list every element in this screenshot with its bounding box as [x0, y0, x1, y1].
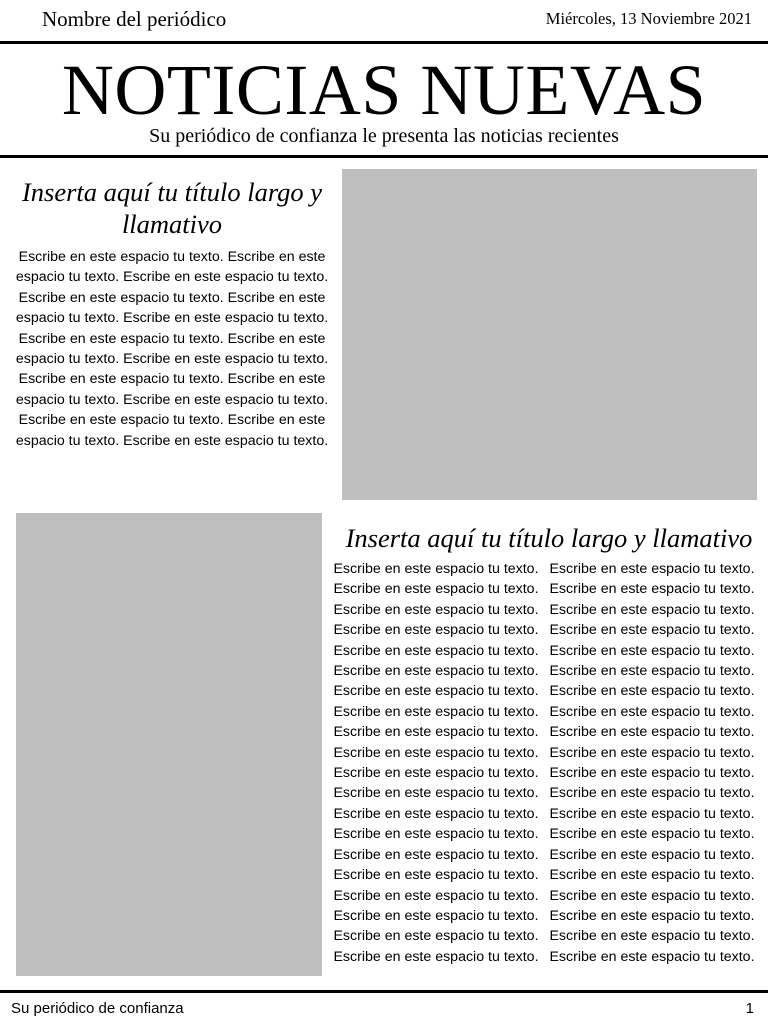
header-top-rule — [0, 41, 768, 44]
article-2-text-line: Escribe en este espacio tu texto. — [333, 581, 539, 598]
footer-rule — [0, 990, 768, 993]
article-2-text-line: Escribe en este espacio tu texto. — [549, 907, 755, 924]
article-2-text-line: Escribe en este espacio tu texto. — [549, 948, 755, 965]
article-2-text-line: Escribe en este espacio tu texto. — [333, 928, 539, 945]
article-2-text-line: Escribe en este espacio tu texto. — [333, 846, 539, 863]
article-2-text-line: Escribe en este espacio tu texto. — [549, 622, 755, 639]
article-2-text-line: Escribe en este espacio tu texto. — [333, 744, 539, 761]
article-2-text-line: Escribe en este espacio tu texto. — [333, 907, 539, 924]
article-2-text-line: Escribe en este espacio tu texto. — [333, 663, 539, 680]
masthead-tagline: Su periódico de confianza le presenta las noticias recientes — [149, 125, 619, 147]
article-2-text-line: Escribe en este espacio tu texto. — [549, 663, 755, 680]
article-2-text-line: Escribe en este espacio tu texto. — [549, 724, 755, 741]
article-2-column-left — [330, 559, 542, 967]
article-2-text-line: Escribe en este espacio tu texto. — [333, 785, 539, 802]
article-2-text-line: Escribe en este espacio tu texto. — [333, 642, 539, 659]
article-2-text-line: Escribe en este espacio tu texto. — [333, 561, 539, 577]
article-2-text-line: Escribe en este espacio tu texto. — [549, 928, 755, 945]
article-2-text-line: Escribe en este espacio tu texto. — [549, 683, 755, 700]
article-2-text-line: Escribe en este espacio tu texto. — [333, 703, 539, 720]
issue-date: Miércoles, 13 Noviembre 2021 — [545, 9, 752, 28]
article-2-text-line: Escribe en este espacio tu texto. — [549, 642, 755, 659]
article-2-column-right — [546, 559, 758, 967]
article-1-body: Escribe en este espacio tu texto. Escribe en este espacio tu texto. Escribe en este espacio tu texto. Escribe en este espacio tu texto. Escribe en este espacio tu texto. Escribe en este espacio tu texto. Escribe en este espacio tu texto. Escribe en este espacio tu texto. Escribe en este espacio tu texto. Escribe en este espacio tu texto. Escribe en este espacio tu texto. Escribe en este espacio tu texto. Escribe en este espacio tu texto. Escribe en este espacio tu texto. Escribe en este espacio tu texto. — [15, 249, 329, 449]
article-2-text-line: Escribe en este espacio tu texto. — [549, 561, 755, 577]
article-2-text-line: Escribe en este espacio tu texto. — [549, 581, 755, 598]
header-bottom-rule — [0, 155, 768, 158]
masthead-title: NOTICIAS NUEVAS — [61, 50, 707, 130]
page-number: 1 — [745, 1000, 754, 1017]
article-2-text-line: Escribe en este espacio tu texto. — [333, 601, 539, 618]
article-2-image-placeholder — [16, 513, 322, 976]
article-1-title: Inserta aquí tu título largo y llamativo — [21, 177, 323, 239]
article-2-text-line: Escribe en este espacio tu texto. — [549, 765, 755, 782]
newspaper-name: Nombre del periódico — [42, 7, 227, 31]
article-2-text-line: Escribe en este espacio tu texto. — [333, 826, 539, 843]
article-2-text-line: Escribe en este espacio tu texto. — [549, 601, 755, 618]
article-2-text-line: Escribe en este espacio tu texto. — [333, 948, 539, 965]
article-2-text-line: Escribe en este espacio tu texto. — [333, 867, 539, 884]
article-2-text-line: Escribe en este espacio tu texto. — [333, 887, 539, 904]
article-2-text-line: Escribe en este espacio tu texto. — [549, 826, 755, 843]
article-2-text-line: Escribe en este espacio tu texto. — [333, 683, 539, 700]
article-2-text-line: Escribe en este espacio tu texto. — [333, 724, 539, 741]
article-2-text-line: Escribe en este espacio tu texto. — [549, 887, 755, 904]
footer-text: Su periódico de confianza — [11, 1000, 184, 1017]
article-2-text-line: Escribe en este espacio tu texto. — [549, 805, 755, 822]
article-2-text-line: Escribe en este espacio tu texto. — [549, 846, 755, 863]
article-2-text-line: Escribe en este espacio tu texto. — [333, 622, 539, 639]
article-2-text-line: Escribe en este espacio tu texto. — [549, 703, 755, 720]
article-2-text-line: Escribe en este espacio tu texto. — [549, 744, 755, 761]
article-2-title: Inserta aquí tu título largo y llamativo — [345, 523, 753, 553]
article-2-text-line: Escribe en este espacio tu texto. — [549, 867, 755, 884]
article-2-text-line: Escribe en este espacio tu texto. — [333, 805, 539, 822]
article-2-text-line: Escribe en este espacio tu texto. — [333, 765, 539, 782]
article-1-image-placeholder — [342, 169, 757, 500]
article-2-text-line: Escribe en este espacio tu texto. — [549, 785, 755, 802]
